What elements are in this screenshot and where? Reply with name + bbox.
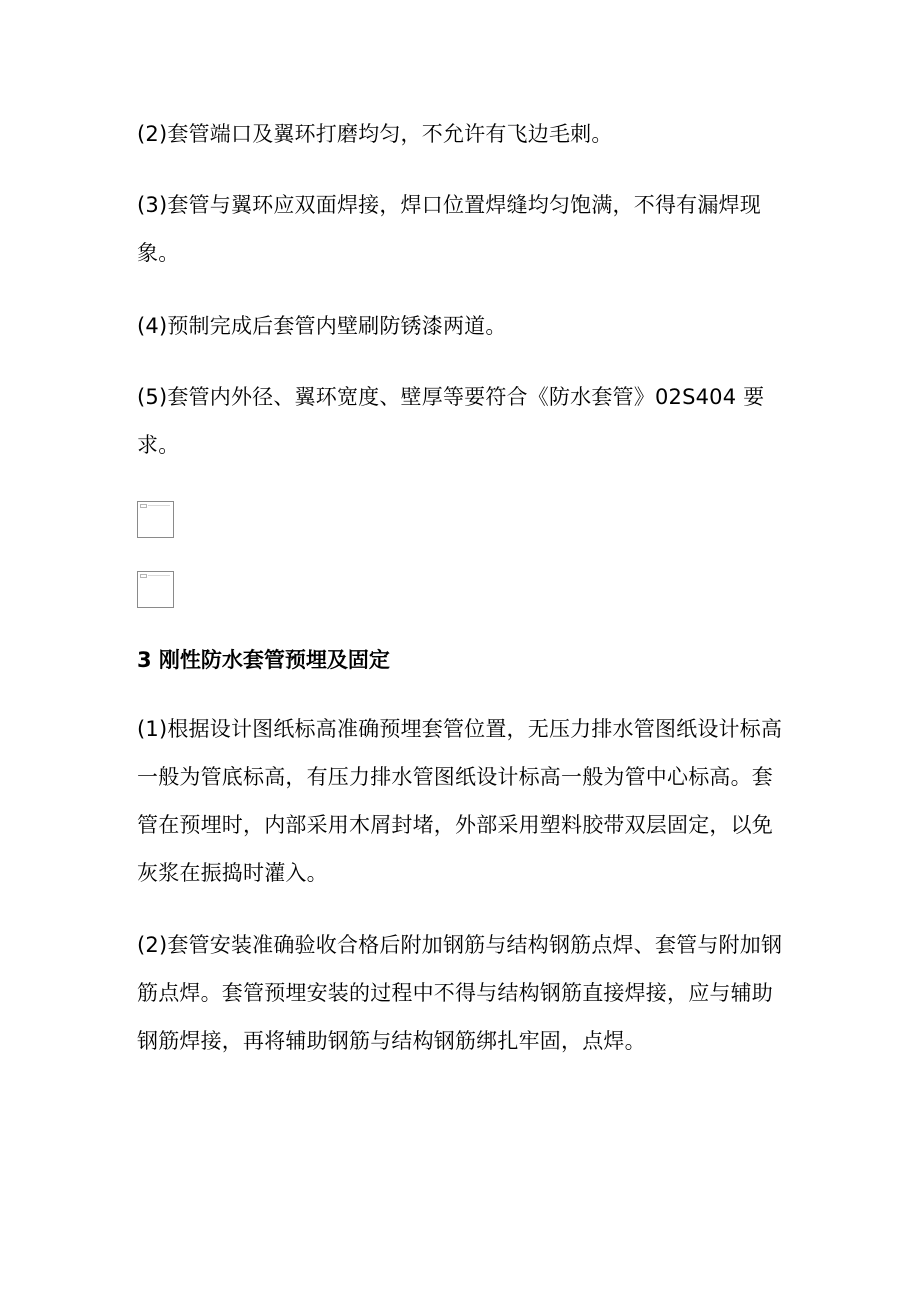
broken-image-icon	[137, 501, 174, 538]
paragraph-line: (3)套管与翼环应双面焊接，焊口位置焊缝均匀饱满，不得有漏焊现	[137, 193, 761, 217]
paragraph-item-5	[137, 373, 787, 469]
broken-image-icon	[137, 571, 174, 608]
paragraph-line: 求。	[137, 433, 180, 457]
paragraph-item-2-bottom	[137, 921, 787, 1065]
paragraph-item-1-bottom	[137, 705, 787, 897]
paragraph-line: (2)套管安装准确验收合格后附加钢筋与结构钢筋点焊、套管与附加钢	[137, 933, 783, 957]
paragraph-line: (2)套管端口及翼环打磨均匀，不允许有飞边毛刺。	[137, 122, 613, 146]
paragraph-line: 一般为管底标高，有压力排水管图纸设计标高一般为管中心标高。套	[137, 765, 773, 789]
paragraph-line: 筋点焊。套管预埋安装的过程中不得与结构钢筋直接焊接，应与辅助	[137, 981, 773, 1005]
image-placeholder-mark	[148, 575, 170, 576]
paragraph-line: 灰浆在振捣时灌入。	[137, 861, 328, 885]
image-placeholder-glyph	[140, 574, 147, 578]
paragraph-item-3	[137, 181, 787, 277]
image-placeholder-glyph	[140, 504, 147, 508]
paragraph-item-2	[137, 110, 787, 158]
section-heading: 3 刚性防水套管预埋及固定	[137, 648, 390, 672]
paragraph-line: 钢筋焊接，再将辅助钢筋与结构钢筋绑扎牢固，点焊。	[137, 1029, 646, 1053]
paragraph-item-4	[137, 302, 787, 350]
paragraph-line: (1)根据设计图纸标高准确预埋套管位置，无压力排水管图纸设计标高	[137, 717, 783, 741]
image-placeholder-mark	[148, 505, 170, 506]
paragraph-line: 象。	[137, 241, 180, 265]
paragraph-line: (4)预制完成后套管内壁刷防锈漆两道。	[137, 314, 507, 338]
paragraph-line: 管在预埋时，内部采用木屑封堵，外部采用塑料胶带双层固定，以免	[137, 813, 773, 837]
paragraph-line: (5)套管内外径、翼环宽度、壁厚等要符合《防水套管》02S404 要	[137, 385, 765, 409]
